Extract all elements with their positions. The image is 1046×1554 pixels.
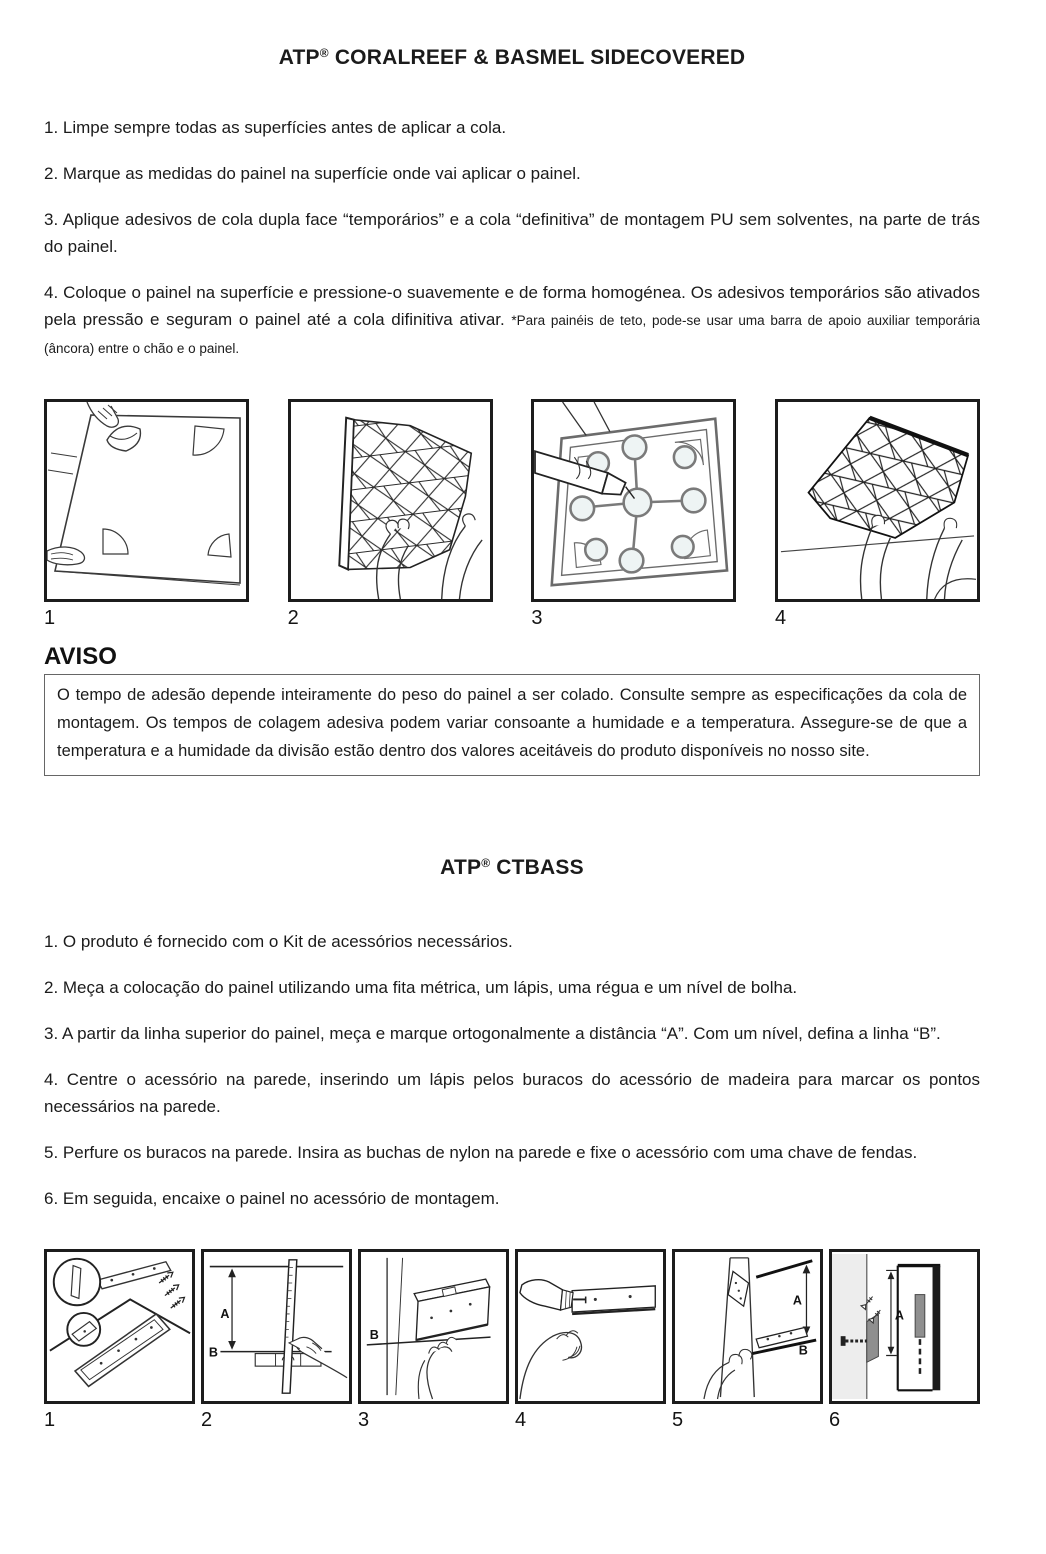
figure-screw-bracket xyxy=(515,1249,666,1430)
figure-press-panel xyxy=(775,399,980,628)
step-item: 5. Perfure os buracos na parede. Insira as buchas de nylon na parede e fixe o acessório com uma chave de fendas. xyxy=(44,1143,918,1162)
product-name: CTBASS xyxy=(490,856,584,879)
accessory-kit-illustration xyxy=(44,1249,195,1404)
figure-measure-distance xyxy=(201,1249,352,1430)
aviso-text: O tempo de adesão depende inteiramente do peso do painel a ser colado. Consulte sempre as especificações da cola de montagem. Os tempos de colagem adesiva podem variar consoante a humidade e a temperatura. Assegure-se de que a temperatura e a humidade da divisão estão dentro dos valores aceitáveis do produto disponíveis no nosso site. xyxy=(57,686,967,760)
product-name: CORALREEF & BASMEL SIDECOVERED xyxy=(328,46,746,69)
hang-panel-svg xyxy=(675,1252,820,1401)
clean-surface-illustration xyxy=(44,399,249,602)
figure-clean-surface xyxy=(44,399,249,628)
step-footnote: *Para painéis de teto, pode-se usar uma barra de apoio auxiliar temporária (âncora) entre o chão e o painel. xyxy=(44,313,980,356)
figure-number: 1 xyxy=(44,1409,56,1431)
dimension-label-a: A xyxy=(894,1308,904,1323)
hang-panel-illustration xyxy=(672,1249,823,1404)
figure-number: 3 xyxy=(531,607,543,629)
figure-number: 5 xyxy=(672,1409,684,1431)
section-title-ctbass xyxy=(44,856,980,880)
position-bracket-svg xyxy=(361,1252,506,1401)
dimension-label-a: A xyxy=(792,1293,802,1308)
apply-glue-svg xyxy=(534,402,733,599)
figure-hold-panel xyxy=(288,399,493,628)
dimension-label-b: B xyxy=(798,1343,808,1358)
figure-number: 4 xyxy=(774,607,787,629)
step-item: 1. Limpe sempre todas as superfícies antes de aplicar a cola. xyxy=(44,118,507,137)
figure-number: 4 xyxy=(515,1409,527,1431)
aviso-heading: AVISO xyxy=(44,643,117,670)
registered-mark: ® xyxy=(481,856,491,870)
figure-section-view xyxy=(829,1249,980,1430)
section-title-coralreef xyxy=(44,46,980,70)
figure-row-ctbass xyxy=(44,1249,980,1430)
dimension-label-a: A xyxy=(220,1306,230,1321)
figure-accessory-kit xyxy=(44,1249,195,1430)
figure-apply-glue xyxy=(531,399,736,628)
step-item: 4. Centre o acessório na parede, inserindo um lápis pelos buracos do acessório de madeira para marcar os pontos necessários na parede. xyxy=(44,1070,980,1116)
step-item: 3. A partir da linha superior do painel, meça e marque ortogonalmente a distância “A”. Com um nível, defina a linha “B”. xyxy=(44,1024,941,1043)
figure-number: 6 xyxy=(829,1409,841,1431)
clean-surface-svg xyxy=(47,402,246,599)
step-item: 1. O produto é fornecido com o Kit de acessórios necessários. xyxy=(44,932,513,951)
apply-glue-illustration xyxy=(531,399,736,602)
figure-number: 2 xyxy=(201,1409,213,1431)
step-item: 6. Em seguida, encaixe o painel no acessório de montagem. xyxy=(44,1189,500,1208)
figure-number: 1 xyxy=(44,607,56,629)
figure-number: 2 xyxy=(287,607,299,629)
step-item xyxy=(44,279,980,362)
position-bracket-illustration xyxy=(358,1249,509,1404)
step-text: 4. Coloque o painel na superfície e pressione-o suavemente e de forma homogénea. Os adesivos temporários são ativados pela pressão e seguram o painel até a cola difinitiva ativar. xyxy=(44,283,980,329)
screw-bracket-illustration xyxy=(515,1249,666,1404)
step-item: 3. Aplique adesivos de cola dupla face “temporários” e a cola “definitiva” de montagem PU sem solventes, na parte de trás do painel. xyxy=(44,210,980,256)
dimension-label-b: B xyxy=(208,1345,218,1360)
measure-distance-svg xyxy=(204,1252,349,1401)
step-item: 2. Marque as medidas do painel na superfície onde vai aplicar o painel. xyxy=(44,164,581,183)
registered-mark: ® xyxy=(319,46,329,60)
press-panel-illustration xyxy=(775,399,980,602)
hold-panel-illustration xyxy=(288,399,493,602)
screw-bracket-svg xyxy=(518,1252,663,1401)
section-view-illustration xyxy=(829,1249,980,1404)
figure-hang-panel xyxy=(672,1249,823,1430)
step-item: 2. Meça a colocação do painel utilizando uma fita métrica, um lápis, uma régua e um nível de bolha. xyxy=(44,978,798,997)
figure-number: 3 xyxy=(358,1409,370,1431)
section-view-svg xyxy=(832,1252,977,1401)
brand-text: ATP xyxy=(278,46,320,69)
aviso-box xyxy=(44,674,980,776)
press-panel-svg xyxy=(778,402,977,599)
accessory-kit-svg xyxy=(47,1252,192,1401)
measure-distance-illustration xyxy=(201,1249,352,1404)
hold-panel-svg xyxy=(291,402,490,599)
brand-text: ATP xyxy=(440,856,482,879)
figure-position-bracket xyxy=(358,1249,509,1430)
figure-row-coralreef xyxy=(44,399,980,628)
dimension-label-b: B xyxy=(369,1328,379,1343)
